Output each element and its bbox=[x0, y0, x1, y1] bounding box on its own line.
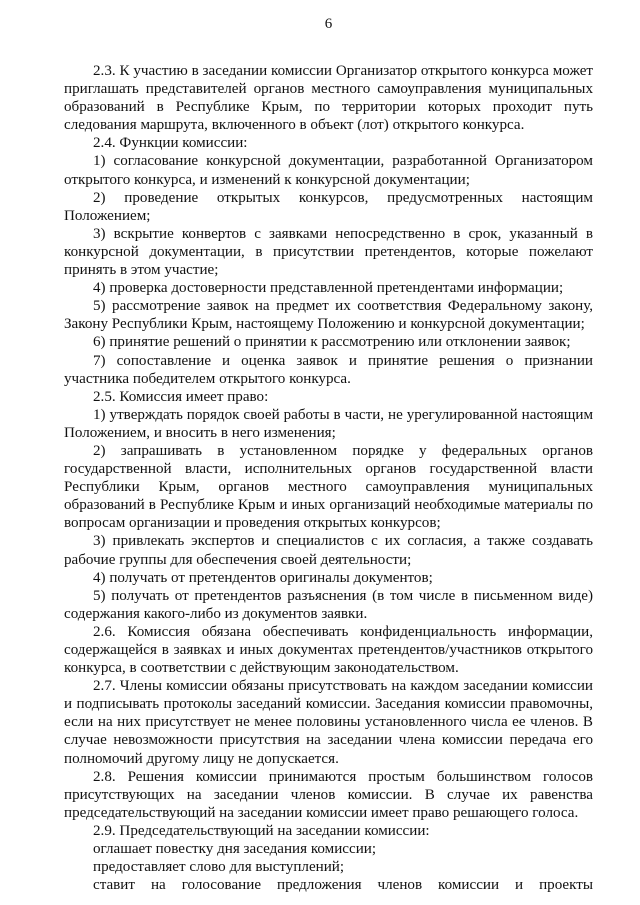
page-number: 6 bbox=[324, 16, 333, 32]
paragraph-2-9-item-2: предоставляет слово для выступлений; bbox=[93, 859, 345, 876]
paragraph-2-7: 2.7. Члены комиссии обязаны присутствовать на каждом заседании комиссии и подписывать протоколы заседаний комиссии. Заседания комиссии правомочны, если на них присутствует не менее половины установленного числа ее членов. В случае невозможности присутствия на заседании члена комиссии передача его полномочий другому лицу не допускается. bbox=[64, 678, 593, 767]
paragraph-2-4-item-2: 2) проведение открытых конкурсов, предусмотренных настоящим Положением; bbox=[64, 189, 593, 224]
paragraph-2-4-heading: 2.4. Функции комиссии: bbox=[93, 135, 248, 152]
paragraph-2-5-item-5: 5) получать от претендентов разъяснения (в том числе в письменном виде) содержания какого-либо из документов заявки. bbox=[64, 587, 593, 622]
paragraph-2-4-item-6: 6) принятие решений о принятии к рассмотрению или отклонении заявок; bbox=[93, 334, 571, 351]
paragraph-2-8: 2.8. Решения комиссии принимаются простым большинством голосов присутствующих на заседании членов комиссии. В случае их равенства председательствующий на заседании комиссии имеет право решающего голоса. bbox=[64, 768, 593, 821]
paragraph-2-5-heading: 2.5. Комиссия имеет право: bbox=[93, 388, 269, 405]
paragraph-2-5-item-2: 2) запрашивать в установленном порядке у федеральных органов государственной власти, исполнительных органов государственной власти Республики Крым, органов местного самоуправления муниципальных образований в Республике Крым и иных организаций необходимые материалы по вопросам организации и проведения открытых конкурсов; bbox=[64, 442, 593, 532]
paragraph-2-5-item-3: 3) привлекать экспертов и специалистов с их согласия, а также создавать рабочие группы для обеспечения своей деятельности; bbox=[64, 533, 593, 568]
paragraph-2-5-item-4: 4) получать от претендентов оригиналы документов; bbox=[93, 569, 433, 586]
paragraph-2-9-item-1: оглашает повестку дня заседания комиссии; bbox=[93, 841, 377, 858]
paragraph-2-4-item-4: 4) проверка достоверности представленной претендентами информации; bbox=[93, 280, 564, 297]
paragraph-2-4-item-7: 7) сопоставление и оценка заявок и принятие решения о признании участника победителем открытого конкурса. bbox=[64, 352, 593, 387]
paragraph-2-9-item-3: ставит на голосование предложения членов комиссии и проекты bbox=[93, 877, 593, 894]
paragraph-2-9-heading: 2.9. Председательствующий на заседании комиссии: bbox=[93, 822, 430, 839]
document-body bbox=[64, 62, 593, 894]
paragraph-2-4-item-5: 5) рассмотрение заявок на предмет их соответствия Федеральному закону, Закону Республики Крым, настоящему Положению и конкурсной документации; bbox=[64, 298, 593, 333]
paragraph-2-4-item-3: 3) вскрытие конвертов с заявками непосредственно в срок, указанный в конкурсной документации, в присутствии претендентов, которые пожелают принять в этом участие; bbox=[64, 225, 593, 279]
paragraph-2-3: 2.3. К участию в заседании комиссии Организатор открытого конкурса может приглашать представителей органов местного самоуправления муниципальных образований в Республике Крым, по территории которых проходит путь следования маршрута, включенного в объект (лот) открытого конкурса. bbox=[64, 63, 593, 134]
document-page bbox=[64, 14, 593, 894]
paragraph-2-6: 2.6. Комиссия обязана обеспечивать конфиденциальность информации, содержащейся в заявках и иных документах претендентов/участников открытого конкурса, в соответствии с действующим законодательством. bbox=[64, 623, 593, 677]
paragraph-2-5-item-1: 1) утверждать порядок своей работы в части, не урегулированной настоящим Положением, и вносить в него изменения; bbox=[64, 406, 593, 441]
paragraph-2-4-item-1: 1) согласование конкурсной документации, разработанной Организатором открытого конкурса, и изменений к конкурсной документации; bbox=[64, 153, 593, 188]
